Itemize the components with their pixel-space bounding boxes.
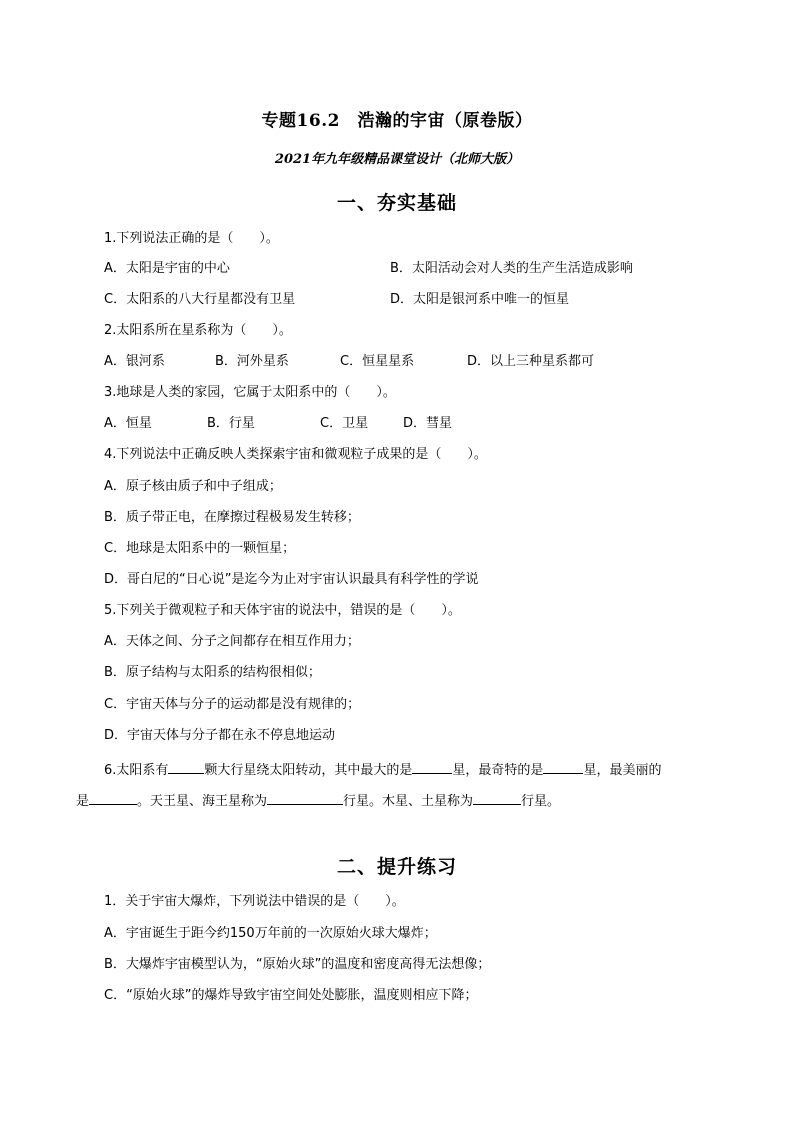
- question-1-option-d: D．太阳是银河系中唯一的恒星: [390, 292, 570, 307]
- question-6-text-8: 行星。: [521, 794, 561, 809]
- question-1-option-b: B．太阳活动会对人类的生产生活造成影响: [390, 261, 633, 276]
- question-5-option-c: C．宇宙天体与分子的运动都是没有规律的；: [104, 697, 361, 712]
- question-3-option-c: C．卫星: [320, 416, 369, 431]
- question-5-option-d: D．宇宙天体与分子都在永不停息地运动: [104, 728, 336, 743]
- answer-blank-uranus-neptune-type[interactable]: [267, 791, 343, 805]
- question-6-text-4: 星，最美丽的: [583, 763, 662, 778]
- question-6-text-3: 星，最奇特的是: [452, 763, 544, 778]
- practice-question-1-option-a: A．宇宙诞生于距今约150万年前的一次原始火球大爆炸；: [104, 926, 437, 941]
- practice-question-1-option-c: C．“原始火球”的爆炸导致宇宙空间处处膨胀，温度则相应下降；: [104, 988, 478, 1003]
- section-heading-basics: 一、夯实基础: [336, 192, 457, 214]
- practice-question-1-option-b: B．大爆炸宇宙模型认为，“原始火球”的温度和密度高得无法想像；: [104, 957, 491, 972]
- question-4-stem: 4.下列说法中正确反映人类探索宇宙和微观粒子成果的是（ ）。: [104, 447, 487, 462]
- question-6-text-7: 行星。木星、土星称为: [343, 794, 474, 809]
- answer-blank-jupiter-saturn-type[interactable]: [473, 791, 521, 805]
- question-1-option-c: C．太阳系的八大行星都没有卫星: [104, 292, 296, 307]
- question-2-option-a: A．银河系: [104, 354, 165, 369]
- document-title: 专题16.2 浩瀚的宇宙（原卷版）: [261, 111, 533, 131]
- question-4-option-d: D．哥白尼的“日心说”是迄今为止对宇宙认识最具有科学性的学说: [104, 572, 479, 587]
- practice-question-1-stem: 1．关于宇宙大爆炸，下列说法中错误的是（ ）。: [104, 894, 405, 909]
- question-5-option-a: A．天体之间、分子之间都存在相互作用力；: [104, 634, 360, 649]
- section-heading-practice: 二、提升练习: [336, 856, 457, 878]
- question-3-stem: 3.地球是人类的家园，它属于太阳系中的（ ）。: [104, 385, 396, 400]
- answer-blank-most-beautiful-planet[interactable]: [89, 791, 137, 805]
- answer-blank-planet-count[interactable]: [168, 760, 204, 774]
- question-4-option-b: B．质子带正电，在摩擦过程极易发生转移；: [104, 510, 360, 525]
- question-2-option-d: D．以上三种星系都可: [467, 354, 595, 369]
- question-2-option-c: C．恒星星系: [340, 354, 415, 369]
- question-5-stem: 5.下列关于微观粒子和天体宇宙的说法中，错误的是（ ）。: [104, 603, 461, 618]
- question-3-option-a: A．恒星: [104, 416, 152, 431]
- question-3-option-d: D．彗星: [403, 416, 453, 431]
- question-2-option-b: B．河外星系: [215, 354, 289, 369]
- question-6-text-2: 颗大行星绕太阳转动，其中最大的是: [204, 763, 413, 778]
- question-6-text-5: 是: [76, 794, 90, 809]
- question-5-option-b: B．原子结构与太阳系的结构很相似；: [104, 665, 321, 680]
- document-subtitle: 2021年九年级精品课堂设计（北师大版）: [274, 152, 520, 167]
- question-4-option-a: A．原子核由质子和中子组成；: [104, 479, 282, 494]
- question-2-stem: 2.太阳系所在星系称为（ ）。: [104, 323, 292, 338]
- question-6-line-2: [76, 791, 560, 810]
- answer-blank-largest-planet[interactable]: [412, 760, 452, 774]
- answer-blank-strangest-planet[interactable]: [543, 760, 583, 774]
- question-1-stem: 1.下列说法正确的是（ ）。: [104, 231, 279, 246]
- question-6-text-1: 6.太阳系有: [104, 763, 169, 778]
- question-1-option-a: A．太阳是宇宙的中心: [104, 261, 230, 276]
- question-6-text-6: 。天王星、海王星称为: [137, 794, 268, 809]
- question-6-line-1: [104, 760, 661, 779]
- question-4-option-c: C．地球是太阳系中的一颗恒星；: [104, 541, 296, 556]
- question-3-option-b: B．行星: [207, 416, 255, 431]
